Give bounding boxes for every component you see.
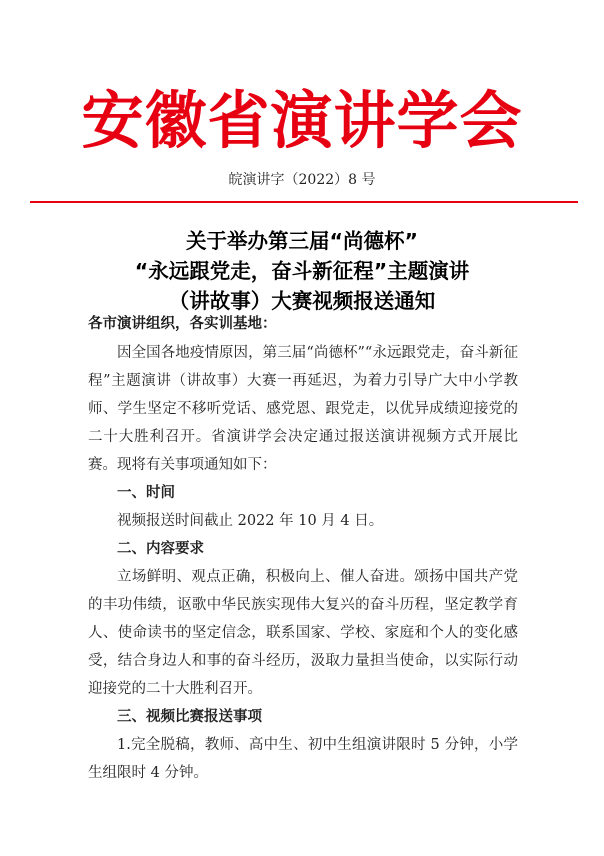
- section-paragraph: 视频报送时间截止 2022 年 10 月 4 日。: [117, 513, 384, 529]
- section-paragraph: 立场鲜明、观点正确，积极向上、催人奋进。颂扬中国共产党的丰功伟绩，讴歌中华民族实现伟大复兴的奋斗历程，坚定教学育人、使命读书的坚定信念，联系国家、学校、家庭和个人的变化感受，结合身边人和事的奋斗经历，汲取力量担当使命，以实际行动迎接党的二十大胜利召开。: [88, 569, 518, 697]
- red-divider: [30, 201, 578, 203]
- section-heading-content: 二、内容要求: [117, 541, 204, 557]
- section-heading-time: 一、时间: [117, 485, 175, 501]
- notice-title-line: 关于举办第三届“尚德杯”: [186, 229, 418, 253]
- document-number: 皖演讲字（2022）8 号: [228, 172, 376, 188]
- notice-title: [0, 226, 604, 316]
- salutation: 各市演讲组织，各实训基地：: [88, 316, 277, 332]
- section-heading-submission: 三、视频比赛报送事项: [117, 709, 262, 725]
- intro-paragraph: 因全国各地疫情原因，第三届“尚德杯”“永远跟党走，奋斗新征程”主题演讲（讲故事）大赛一再延迟，为着力引导广大中小学教师、学生坚定不移听党话、感党恩、跟党走，以优异成绩迎接党的二十大胜利召开。省演讲学会决定通过报送演讲视频方式开展比赛。现将有关事项通知如下：: [88, 345, 518, 473]
- section-paragraph: 1.完全脱稿，教师、高中生、初中生组演讲限时 5 分钟，小学生组限时 4 分钟。: [88, 737, 518, 781]
- organization-title: 安徽省演讲学会: [81, 84, 523, 157]
- notice-body: [88, 339, 518, 787]
- notice-title-line: “永远跟党走，奋斗新征程”主题演讲: [134, 259, 470, 283]
- notice-title-line: （讲故事）大赛视频报送通知: [168, 289, 436, 313]
